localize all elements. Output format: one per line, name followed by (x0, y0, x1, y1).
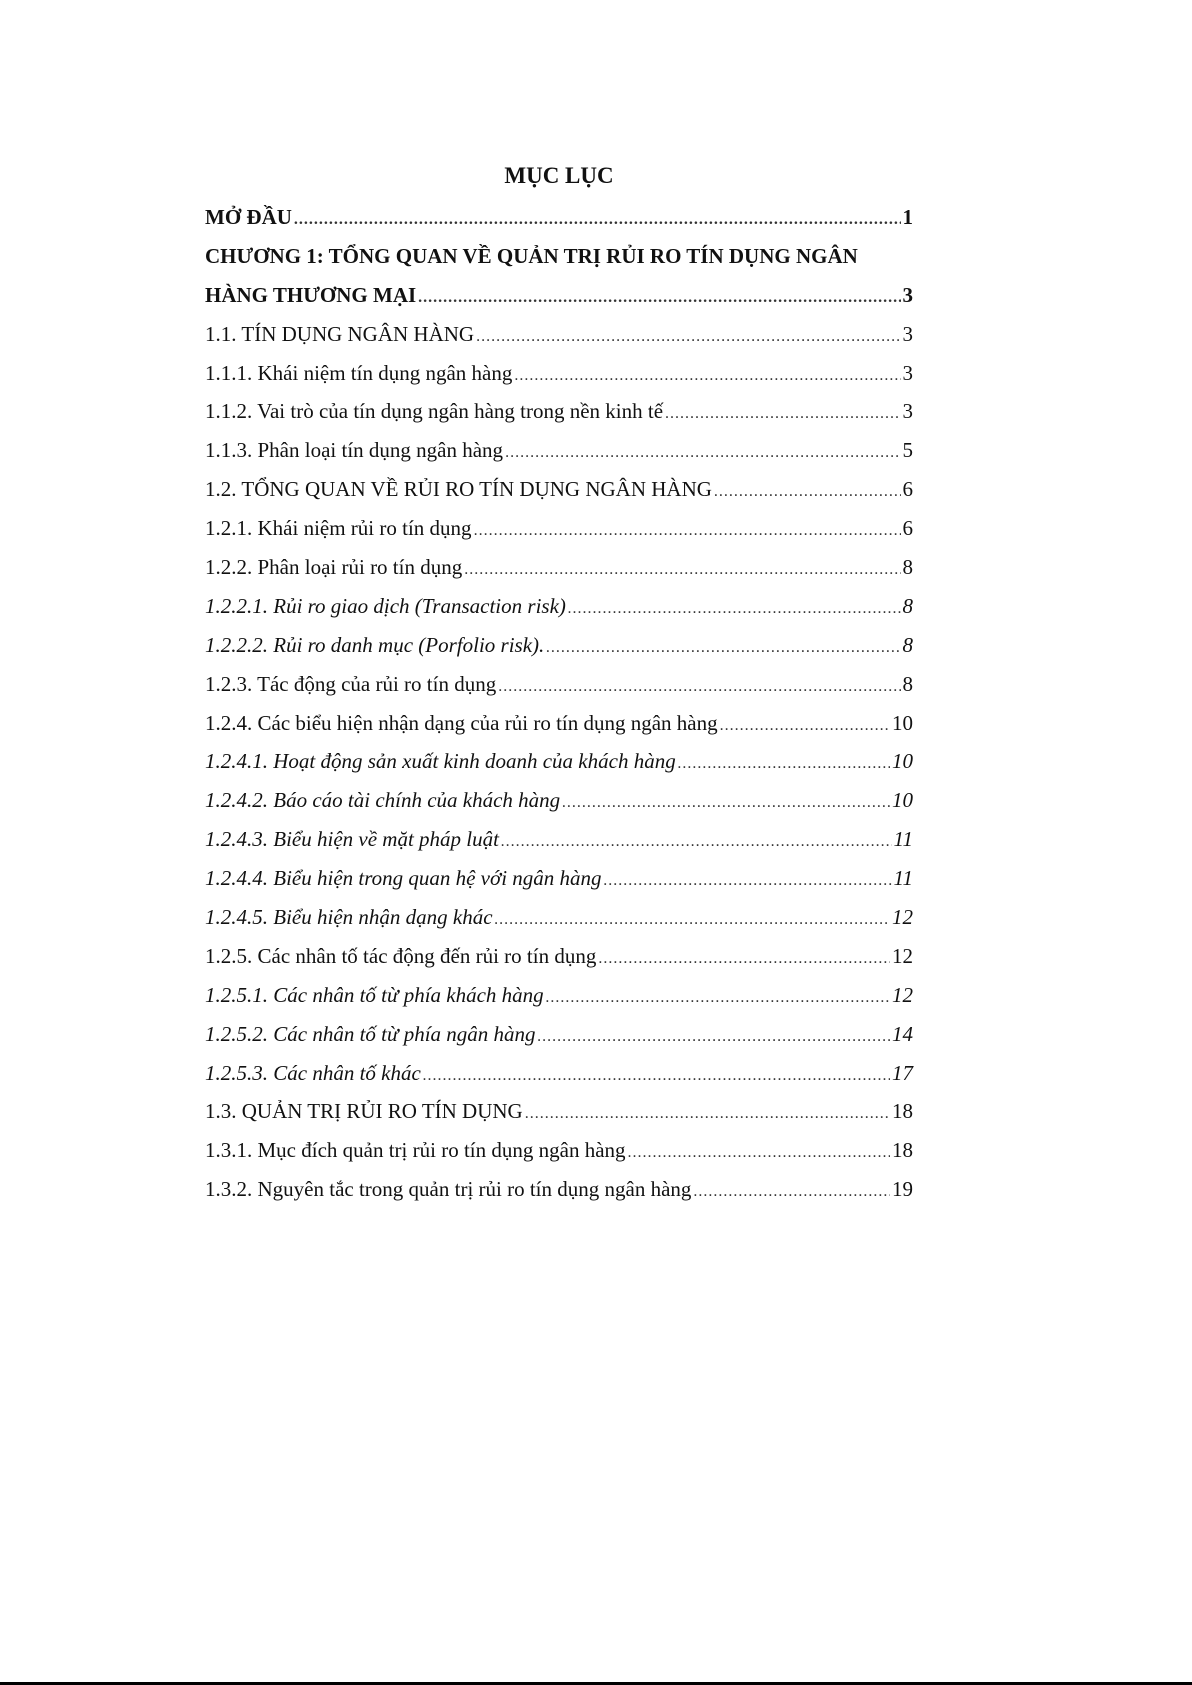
toc-entry-page: 1 (902, 205, 913, 229)
toc-entry[interactable] (205, 704, 913, 743)
toc-entry-page: 11 (893, 827, 913, 852)
toc-entry[interactable] (205, 626, 913, 665)
dot-leader (476, 315, 900, 357)
toc-entry-label: 1.3.1. Mục đích quản trị rủi ro tín dụng ngân hàng (205, 1138, 626, 1163)
dot-leader (546, 976, 890, 1018)
toc-entry-page: 12 (892, 982, 913, 1007)
dot-leader (525, 1092, 890, 1134)
toc-entry-page: 8 (902, 632, 913, 657)
toc-entry[interactable] (205, 587, 913, 626)
toc-entry[interactable] (205, 781, 913, 820)
toc-entry-page: 3 (902, 282, 913, 307)
dot-leader (294, 198, 901, 240)
toc-entry-label: 1.2.1. Khái niệm rủi ro tín dụng (205, 516, 472, 541)
toc-entry-label: 1.3. QUẢN TRỊ RỦI RO TÍN DỤNG (205, 1099, 523, 1124)
dot-leader (604, 859, 892, 901)
toc-chapter-heading-line[interactable] (205, 237, 913, 276)
toc-entry-page: 6 (902, 516, 913, 541)
toc-entry-label: 1.2.4. Các biểu hiện nhận dạng của rủi ro tín dụng ngân hàng (205, 710, 718, 735)
toc-entry-page: 3 (902, 399, 913, 424)
toc-entry-label: 1.2.2.2. Rủi ro danh mục (Porfolio risk). (205, 632, 545, 657)
dot-leader (546, 626, 900, 668)
toc-entry[interactable] (205, 509, 913, 548)
toc-entry[interactable] (205, 1170, 913, 1209)
toc-entry-label: 1.2.2.1. Rủi ro giao dịch (Transaction risk) (205, 593, 566, 618)
toc-entry-label: MỞ ĐẦU (205, 205, 292, 229)
toc-entry-label: 1.1.2. Vai trò của tín dụng ngân hàng trong nền kinh tế (205, 399, 664, 424)
toc-entry-label: 1.2.4.4. Biểu hiện trong quan hệ với ngân hàng (205, 866, 602, 891)
toc-entry-label: 1.2.5.3. Các nhân tố khác (205, 1060, 421, 1085)
toc-entry-label: 1.2.4.1. Hoạt động sản xuất kinh doanh của khách hàng (205, 749, 676, 774)
dot-leader (495, 898, 890, 940)
toc-entry-label: 1.2.5. Các nhân tố tác động đến rủi ro tín dụng (205, 943, 597, 968)
toc-entry[interactable] (205, 354, 913, 393)
toc-entry[interactable] (205, 548, 913, 587)
dot-leader (538, 1015, 890, 1057)
dot-leader (568, 587, 901, 629)
toc-entry-page: 3 (902, 360, 913, 385)
toc-entry-label: 1.2.5.1. Các nhân tố từ phía khách hàng (205, 982, 544, 1007)
toc-entry-label: 1.2.3. Tác động của rủi ro tín dụng (205, 671, 497, 696)
dot-leader (628, 1131, 890, 1173)
toc-entry-label: 1.2.5.2. Các nhân tố từ phía ngân hàng (205, 1021, 536, 1046)
dot-leader (498, 665, 900, 707)
toc-entry-label: 1.2.2. Phân loại rủi ro tín dụng (205, 555, 463, 580)
toc-entry-label: 1.1. TÍN DỤNG NGÂN HÀNG (205, 321, 475, 346)
toc-entry-page: 5 (902, 438, 913, 463)
toc-entry-label: 1.2.4.2. Báo cáo tài chính của khách hàng (205, 788, 561, 813)
dot-leader (693, 1170, 890, 1212)
toc-entry-page: 10 (892, 788, 913, 813)
dot-leader (598, 937, 890, 979)
dot-leader (464, 548, 900, 590)
toc-entry[interactable] (205, 859, 913, 898)
toc-entry[interactable] (205, 1054, 913, 1093)
toc-entry-label: 1.2.4.5. Biểu hiện nhận dạng khác (205, 905, 493, 930)
toc-entry[interactable] (205, 1015, 913, 1054)
dot-leader (423, 1054, 890, 1096)
toc-entry-page: 14 (892, 1021, 913, 1046)
dot-leader (514, 354, 900, 396)
toc-entry-page: 10 (892, 710, 913, 735)
toc-entry-page: 19 (892, 1177, 913, 1202)
dot-leader (678, 742, 890, 784)
toc-entry[interactable] (205, 898, 913, 937)
toc-entry[interactable] (205, 1131, 913, 1170)
toc-entry-label: 1.1.3. Phân loại tín dụng ngân hàng (205, 438, 504, 463)
dot-leader (474, 509, 901, 551)
toc-title: MỤC LỤC (504, 163, 614, 188)
toc-entry-page: 11 (893, 866, 913, 891)
toc-entry[interactable] (205, 820, 913, 859)
toc-entry-page: 8 (902, 593, 913, 618)
toc-entry-label: 1.2. TỔNG QUAN VỀ RỦI RO TÍN DỤNG NGÂN HÀNG (205, 477, 712, 502)
toc-entry-page: 12 (892, 905, 913, 930)
toc-entry-label: 1.3.2. Nguyên tắc trong quản trị rủi ro tín dụng ngân hàng (205, 1177, 692, 1202)
toc-entries (205, 198, 913, 1209)
dot-leader (562, 781, 890, 823)
toc-entry[interactable] (205, 470, 913, 509)
toc-entry[interactable] (205, 665, 913, 704)
toc-entry[interactable] (205, 315, 913, 354)
toc-entry-page: 8 (902, 671, 913, 696)
dot-leader (505, 431, 900, 473)
toc-entry-label: 1.2.4.3. Biểu hiện về mặt pháp luật (205, 827, 499, 852)
toc-entry[interactable] (205, 742, 913, 781)
toc-entry[interactable] (205, 1092, 913, 1131)
toc-entry-page: 12 (892, 943, 913, 968)
dot-leader (418, 276, 900, 318)
toc-entry-label: 1.1.1. Khái niệm tín dụng ngân hàng (205, 360, 513, 385)
toc-entry[interactable] (205, 431, 913, 470)
dot-leader (714, 470, 901, 512)
toc-entry-label: HÀNG THƯƠNG MẠI (205, 282, 417, 307)
toc-entry-page: 10 (892, 749, 913, 774)
toc-entry-page: 8 (902, 555, 913, 580)
dot-leader (720, 704, 890, 746)
toc-entry-page: 6 (902, 477, 913, 502)
toc-entry[interactable] (205, 276, 913, 315)
toc-entry-page: 18 (892, 1138, 913, 1163)
toc-entry-page: 17 (892, 1060, 913, 1085)
toc-entry-page: 18 (892, 1099, 913, 1124)
dot-leader (501, 820, 892, 862)
toc-entry-label: CHƯƠNG 1: TỔNG QUAN VỀ QUẢN TRỊ RỦI RO TÍN DỤNG NGÂN (205, 243, 858, 268)
toc-entry[interactable] (205, 198, 913, 237)
toc-entry[interactable] (205, 392, 913, 431)
dot-leader (665, 392, 900, 434)
toc-entry-page: 3 (902, 321, 913, 346)
toc-entry[interactable] (205, 976, 913, 1015)
table-of-contents (205, 157, 913, 1209)
toc-entry[interactable] (205, 937, 913, 976)
